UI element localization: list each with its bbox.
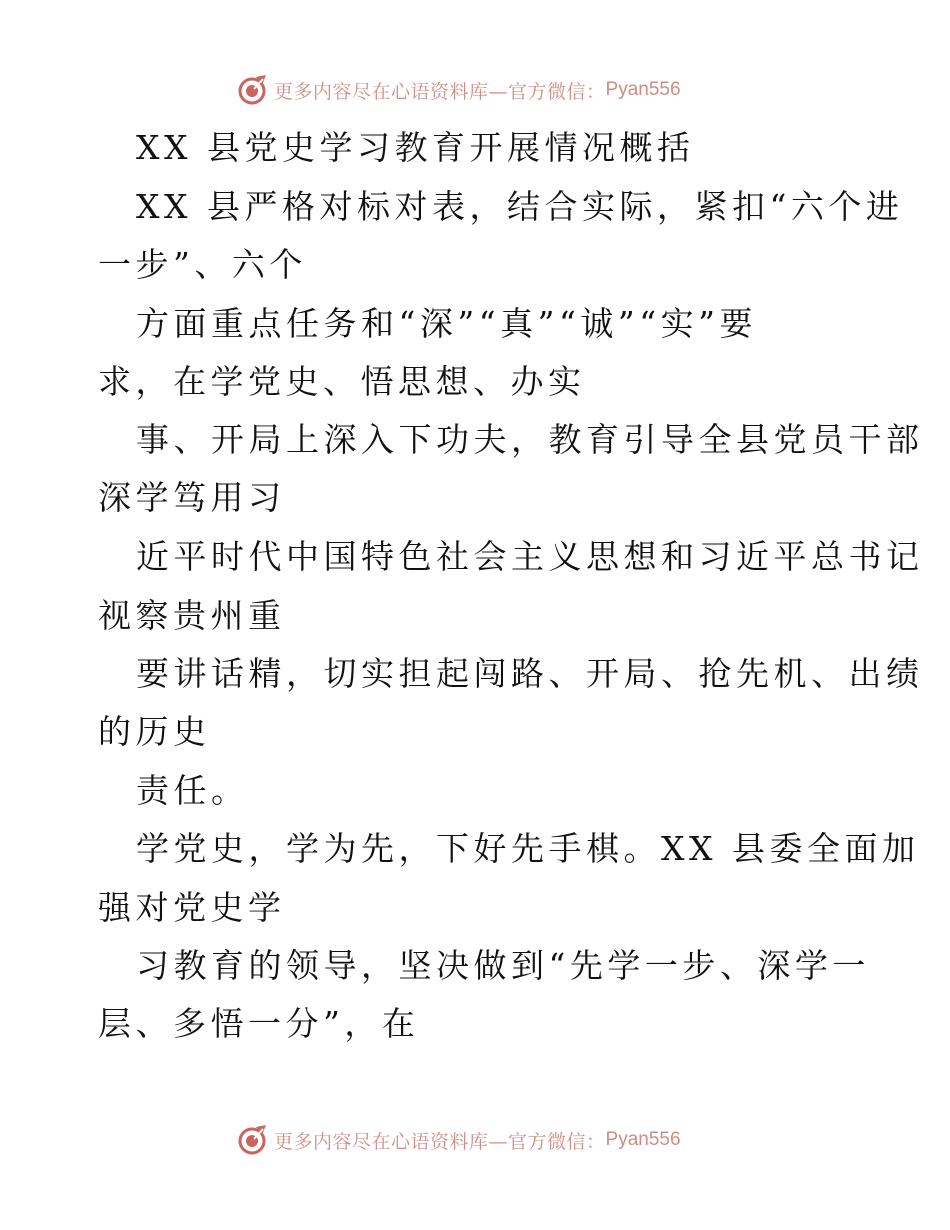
pen-logo-icon <box>236 1123 270 1157</box>
paragraph-line: XX 县严格对标对表，结合实际，紧扣“六个进 <box>136 187 904 226</box>
paragraph-line: 方面重点任务和“深”“真”“诚”“实”要 <box>136 304 757 343</box>
paragraph-line: 责任。 <box>136 771 249 810</box>
watermark-text: 更多内容尽在心语资料库—官方微信： <box>274 1130 606 1153</box>
paragraph-line: 学党史，学为先，下好先手棋。XX 县委全面加 <box>136 829 920 868</box>
paragraph-line: 习教育的领导，坚决做到“先学一步、深学一 <box>136 946 870 985</box>
paragraph-line: 求，在学党史、悟思想、办实 <box>98 362 586 401</box>
paragraph-line: 事、开局上深入下功夫，教育引导全县党员干部 <box>136 420 924 459</box>
footer-watermark <box>236 1122 681 1158</box>
watermark-id: Pyan556 <box>605 79 681 100</box>
paragraph-line: 层、多悟一分”，在 <box>98 1004 420 1043</box>
paragraph-line: 近平时代中国特色社会主义思想和习近平总书记 <box>136 537 924 576</box>
paragraph-line: 的历史 <box>98 712 211 751</box>
paragraph-line: 视察贵州重 <box>98 596 286 635</box>
paragraph-line: 要讲话精，切实担起闯路、开局、抢先机、出绩 <box>136 654 924 693</box>
watermark-text: 更多内容尽在心语资料库—官方微信： <box>274 80 606 103</box>
watermark-id: Pyan556 <box>605 1129 681 1150</box>
paragraph-line: 一步”、六个 <box>98 245 307 284</box>
paragraph-line: 强对党史学 <box>98 888 286 927</box>
paragraph-line: 深学笃用习 <box>98 478 286 517</box>
document-title: XX 县党史学习教育开展情况概括 <box>136 128 695 167</box>
